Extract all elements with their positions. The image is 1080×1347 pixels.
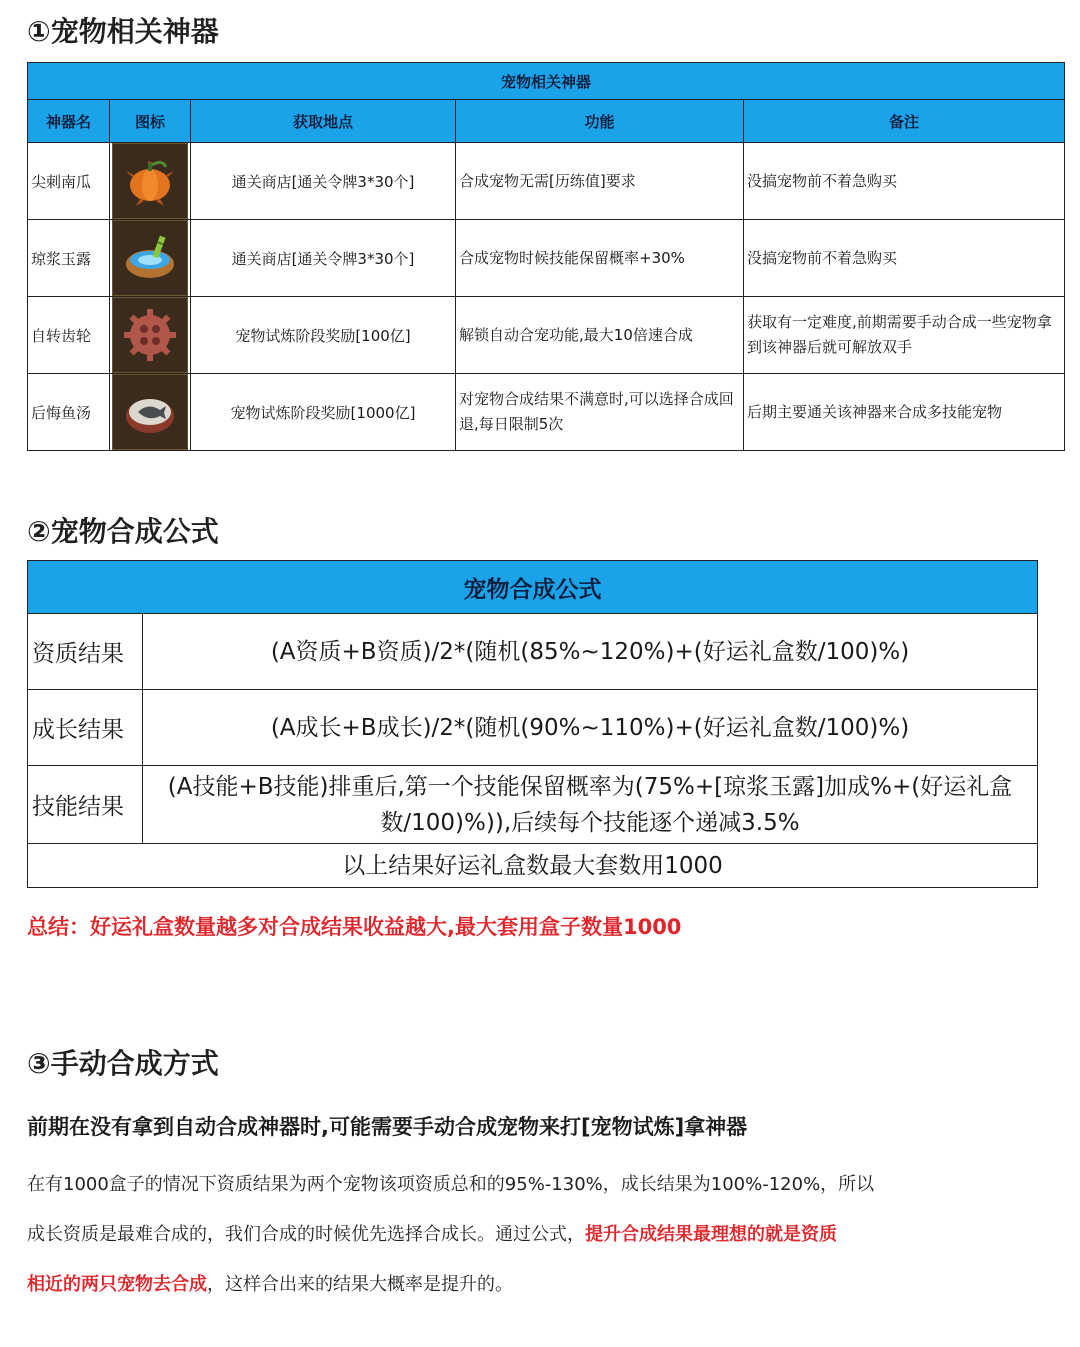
- artifact-source: 宠物试炼阶段奖励[1000亿]: [191, 374, 456, 451]
- column-header: 功能: [456, 100, 744, 143]
- artifact-function: 解锁自动合宠功能,最大10倍速合成: [456, 297, 744, 374]
- table-row: [28, 220, 1065, 297]
- table-row: [28, 297, 1065, 374]
- highlight-text: 相近的两只宠物去合成: [27, 1274, 207, 1295]
- formula-text: (A资质+B资质)/2*(随机(85%~120%)+(好运礼盒数/100)%): [143, 614, 1038, 690]
- spiky-pumpkin-icon: [112, 143, 188, 219]
- column-header: 图标: [110, 100, 191, 143]
- section-3-subheading: 前期在没有拿到自动合成神器时,可能需要手动合成宠物来打[宠物试炼]拿神器: [27, 1115, 748, 1139]
- paragraph-text: ，这样合出来的结果大概率是提升的。: [207, 1274, 513, 1295]
- formula-text: (A成长+B成长)/2*(随机(90%~110%)+(好运礼盒数/100)%): [143, 690, 1038, 766]
- artifact-table: [27, 62, 1065, 451]
- summary-text: 总结：好运礼盒数量越多对合成结果收益越大,最大套用盒子数量1000: [27, 915, 682, 939]
- artifact-function: 合成宠物时候技能保留概率+30%: [456, 220, 744, 297]
- artifact-source: 宠物试炼阶段奖励[100亿]: [191, 297, 456, 374]
- artifact-source: 通关商店[通关令牌3*30个]: [191, 220, 456, 297]
- jade-nectar-bowl-icon: [112, 220, 188, 296]
- formula-label: 资质结果: [28, 614, 143, 690]
- section-1-heading: ①宠物相关神器: [27, 15, 219, 48]
- formula-label: 成长结果: [28, 690, 143, 766]
- paragraph-line: [27, 1260, 1067, 1310]
- formula-text: (A技能+B技能)排重后,第一个技能保留概率为(75%+[琼浆玉露]加成%+(好运礼盒数/100)%)),后续每个技能逐个递减3.5%: [143, 766, 1038, 844]
- table-row: [28, 143, 1065, 220]
- artifact-source: 通关商店[通关令牌3*30个]: [191, 143, 456, 220]
- section-2-heading: ②宠物合成公式: [27, 515, 219, 548]
- formula-table: [27, 560, 1038, 888]
- artifact-icon-cell: [110, 220, 191, 297]
- column-header: 获取地点: [191, 100, 456, 143]
- artifact-note: 后期主要通关该神器来合成多技能宠物: [744, 374, 1065, 451]
- artifact-name: 自转齿轮: [28, 297, 110, 374]
- artifact-note: 没搞宠物前不着急购买: [744, 220, 1065, 297]
- column-header: 备注: [744, 100, 1065, 143]
- artifact-table-caption: 宠物相关神器: [28, 63, 1065, 100]
- artifact-name: 后悔鱼汤: [28, 374, 110, 451]
- artifact-note: 没搞宠物前不着急购买: [744, 143, 1065, 220]
- column-header: 神器名: [28, 100, 110, 143]
- artifact-function: 合成宠物无需[历练值]要求: [456, 143, 744, 220]
- section-3-paragraph: [27, 1160, 1067, 1310]
- artifact-icon-cell: [110, 374, 191, 451]
- highlight-text: 提升合成结果最理想的就是资质: [585, 1224, 837, 1245]
- paragraph-line: 在有1000盒子的情况下资质结果为两个宠物该项资质总和的95%-130%，成长结果为100%-120%，所以: [27, 1174, 875, 1195]
- artifact-name: 琼浆玉露: [28, 220, 110, 297]
- table-row: [28, 690, 1038, 766]
- artifact-note: 获取有一定难度,前期需要手动合成一些宠物拿到该神器后就可解放双手: [744, 297, 1065, 374]
- fish-soup-bowl-icon: [112, 374, 188, 450]
- formula-label: 技能结果: [28, 766, 143, 844]
- artifact-icon-cell: [110, 297, 191, 374]
- artifact-name: 尖刺南瓜: [28, 143, 110, 220]
- section-3-heading: ③手动合成方式: [27, 1047, 219, 1080]
- table-row: [28, 766, 1038, 844]
- paragraph-line: [27, 1210, 1067, 1260]
- artifact-table-header-row: [28, 100, 1065, 143]
- table-row: [28, 374, 1065, 451]
- table-row: [28, 844, 1038, 888]
- formula-footer: 以上结果好运礼盒数最大套数用1000: [28, 844, 1038, 888]
- paragraph-text: 成长资质是最难合成的，我们合成的时候优先选择合成长。通过公式，: [27, 1224, 585, 1245]
- formula-table-caption: 宠物合成公式: [28, 561, 1038, 614]
- gear-icon: [112, 297, 188, 373]
- artifact-function: 对宠物合成结果不满意时,可以选择合成回退,每日限制5次: [456, 374, 744, 451]
- artifact-icon-cell: [110, 143, 191, 220]
- table-row: [28, 614, 1038, 690]
